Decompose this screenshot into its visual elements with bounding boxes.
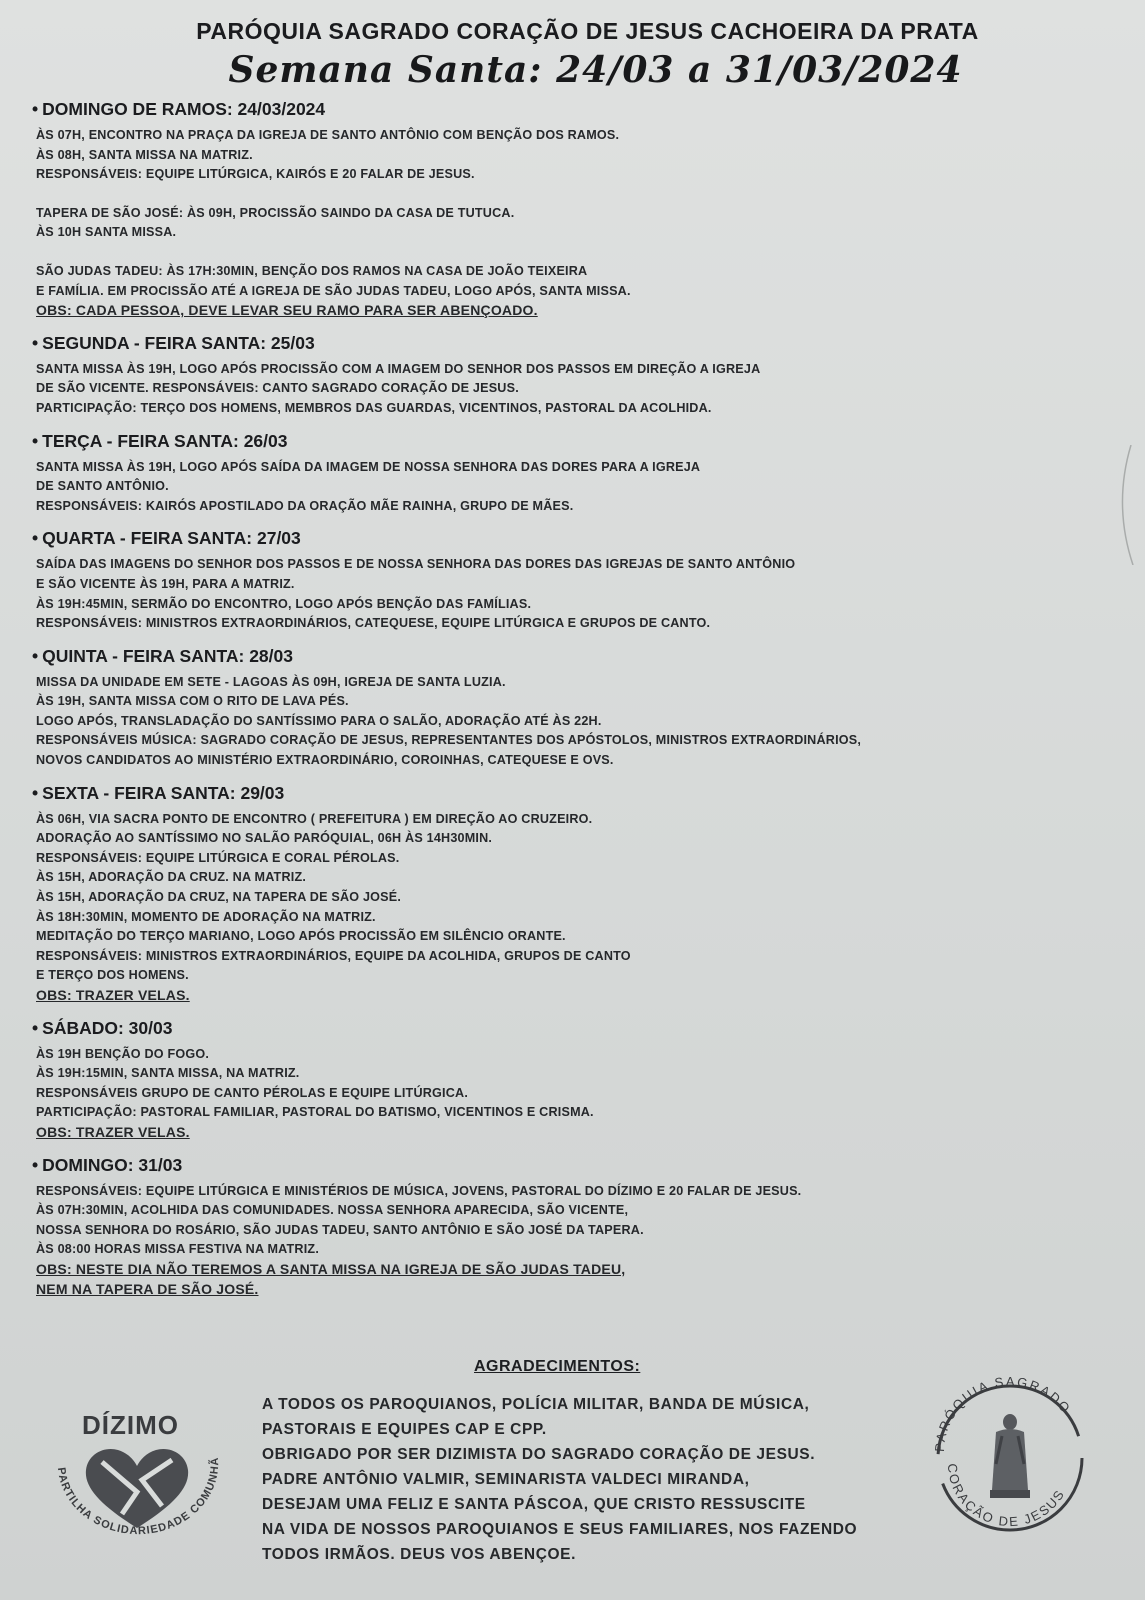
thanks-line: OBRIGADO POR SER DIZIMISTA DO SAGRADO CORAÇÃO DE JESUS. bbox=[262, 1446, 816, 1463]
thanks-line: TODOS IRMÃOS. DEUS VOS ABENÇOE. bbox=[262, 1546, 577, 1563]
schedule-line: RESPONSÁVEIS: EQUIPE LITÚRGICA E MINISTÉRIOS DE MÚSICA, JOVENS, PASTORAL DO DÍZIMO E 20 FALAR DE JESUS. bbox=[36, 1183, 802, 1198]
schedule-line: MISSA DA UNIDADE EM SETE - LAGOAS ÀS 09H, IGREJA DE SANTA LUZIA. bbox=[36, 674, 506, 689]
schedule-line: MEDITAÇÃO DO TERÇO MARIANO, LOGO APÓS PROCISSÃO EM SILÊNCIO ORANTE. bbox=[36, 929, 566, 944]
dizimo-word: DÍZIMO bbox=[82, 1410, 179, 1440]
schedule-line: DE SÃO VICENTE. RESPONSÁVEIS: CANTO SAGRADO CORAÇÃO DE JESUS. bbox=[36, 381, 519, 396]
schedule-line: RESPONSÁVEIS MÚSICA: SAGRADO CORAÇÃO DE JESUS, REPRESENTANTES DOS APÓSTOLOS, MINISTROS EXTRAORDINÁRIOS, bbox=[36, 733, 862, 748]
section-title: • SEGUNDA - FEIRA SANTA: 25/03 bbox=[32, 332, 315, 353]
schedule-line: NOSSA SENHORA DO ROSÁRIO, SÃO JUDAS TADEU, SANTO ANTÔNIO E SÃO JOSÉ DA TAPERA. bbox=[36, 1222, 644, 1237]
schedule-line: ÀS 19H:45MIN, SERMÃO DO ENCONTRO, LOGO APÓS BENÇÃO DAS FAMÍLIAS. bbox=[36, 596, 532, 611]
section-monday bbox=[32, 332, 1115, 419]
schedule-line: RESPONSÁVEIS: EQUIPE LITÚRGICA, KAIRÓS E 20 FALAR DE JESUS. bbox=[36, 167, 475, 182]
section-title: • SEXTA - FEIRA SANTA: 29/03 bbox=[32, 782, 285, 803]
seal-bottom-text: CORAÇÃO DE JESUS bbox=[944, 1462, 1068, 1530]
parish-seal bbox=[930, 1372, 1090, 1547]
schedule-line: ÀS 08:00 HORAS MISSA FESTIVA NA MATRIZ. bbox=[36, 1242, 320, 1257]
schedule-line: ÀS 19H:15MIN, SANTA MISSA, NA MATRIZ. bbox=[36, 1066, 300, 1081]
schedule-line: ÀS 07H:30MIN, ACOLHIDA DAS COMUNIDADES. NOSSA SENHORA APARECIDA, SÃO VICENTE, bbox=[36, 1203, 629, 1218]
thanks-line: PASTORAIS E EQUIPES CAP E CPP. bbox=[262, 1421, 547, 1438]
schedule-line: ÀS 15H, ADORAÇÃO DA CRUZ, NA TAPERA DE SÃO JOSÉ. bbox=[36, 890, 402, 905]
thanks-line: PADRE ANTÔNIO VALMIR, SEMINARISTA VALDECI MIRANDA, bbox=[262, 1471, 750, 1488]
parish-title: PARÓQUIA SAGRADO CORAÇÃO DE JESUS CACHOEIRA DA PRATA bbox=[196, 18, 979, 44]
schedule-line: LOGO APÓS, TRANSLADAÇÃO DO SANTÍSSIMO PARA O SALÃO, ADORAÇÃO ATÉ ÀS 22H. bbox=[36, 713, 602, 728]
paper-fold-mark bbox=[1111, 445, 1135, 565]
obs-note: OBS: TRAZER VELAS. bbox=[36, 1123, 190, 1140]
section-title: • QUINTA - FEIRA SANTA: 28/03 bbox=[32, 645, 293, 666]
thanks-line: DESEJAM UMA FELIZ E SANTA PÁSCOA, QUE CRISTO RESSUSCITE bbox=[262, 1496, 806, 1513]
schedule-line: RESPONSÁVEIS: MINISTROS EXTRAORDINÁRIOS, CATEQUESE, EQUIPE LITÚRGICA E GRUPOS DE CANTO. bbox=[36, 616, 711, 631]
seal-top-text: PARÓQUIA SAGRADO bbox=[931, 1373, 1075, 1453]
schedule-line: ÀS 15H, ADORAÇÃO DA CRUZ. NA MATRIZ. bbox=[36, 870, 307, 885]
parish-seal-icon bbox=[930, 1372, 1090, 1547]
thanks-line: NA VIDA DE NOSSOS PAROQUIANOS E SEUS FAMILIARES, NOS FAZENDO bbox=[262, 1521, 858, 1538]
section-title: • TERÇA - FEIRA SANTA: 26/03 bbox=[32, 430, 288, 451]
schedule-line: TAPERA DE SÃO JOSÉ: ÀS 09H, PROCISSÃO SAINDO DA CASA DE TUTUCA. bbox=[36, 205, 515, 220]
schedule-line: ÀS 10H SANTA MISSA. bbox=[36, 225, 177, 240]
schedule-line: DE SANTO ANTÔNIO. bbox=[36, 479, 169, 494]
obs-note: OBS: TRAZER VELAS. bbox=[36, 987, 190, 1003]
schedule-line: E FAMÍLIA. EM PROCISSÃO ATÉ A IGREJA DE SÃO JUDAS TADEU, LOGO APÓS, SANTA MISSA. bbox=[36, 283, 631, 298]
section-easter-sunday bbox=[32, 1154, 1115, 1300]
section-friday bbox=[32, 782, 1115, 1006]
schedule-line: ÀS 06H, VIA SACRA PONTO DE ENCONTRO ( PREFEITURA ) EM DIREÇÃO AO CRUZEIRO. bbox=[36, 811, 593, 826]
schedule-line: RESPONSÁVEIS: KAIRÓS APOSTILADO DA ORAÇÃO MÃE RAINHA, GRUPO DE MÃES. bbox=[36, 498, 574, 513]
thanks-message bbox=[262, 1392, 922, 1567]
schedule-line: RESPONSÁVEIS: MINISTROS EXTRAORDINÁRIOS, EQUIPE DA ACOLHIDA, GRUPOS DE CANTO bbox=[36, 948, 631, 963]
schedule-line: ÀS 19H, SANTA MISSA COM O RITO DE LAVA PÉS. bbox=[36, 694, 349, 709]
section-palm-sunday bbox=[32, 99, 1115, 321]
dizimo-logo bbox=[42, 1410, 232, 1560]
schedule-line: ÀS 19H BENÇÃO DO FOGO. bbox=[36, 1046, 210, 1061]
schedule-line: ADORAÇÃO AO SANTÍSSIMO NO SALÃO PARÓQUIAL, 06H ÀS 14H30MIN. bbox=[36, 831, 493, 846]
section-title: • DOMINGO DE RAMOS: 24/03/2024 bbox=[32, 99, 326, 119]
section-title: • SÁBADO: 30/03 bbox=[32, 1017, 173, 1038]
schedule-line: SANTA MISSA ÀS 19H, LOGO APÓS SAÍDA DA IMAGEM DE NOSSA SENHORA DAS DORES PARA A IGREJA bbox=[36, 459, 701, 474]
section-title: • DOMINGO: 31/03 bbox=[32, 1154, 183, 1175]
schedule-line: SANTA MISSA ÀS 19H, LOGO APÓS PROCISSÃO COM A IMAGEM DO SENHOR DOS PASSOS EM DIREÇÃO A IGREJA bbox=[36, 361, 761, 376]
section-tuesday bbox=[32, 430, 1115, 517]
thanks-title: AGRADECIMENTOS: bbox=[474, 1358, 641, 1375]
thanks-line: A TODOS OS PAROQUIANOS, POLÍCIA MILITAR, BANDA DE MÚSICA, bbox=[262, 1396, 810, 1413]
obs-note: OBS: CADA PESSOA, DEVE LEVAR SEU RAMO PARA SER ABENÇOADO. bbox=[36, 302, 538, 319]
schedule-line: ÀS 08H, SANTA MISSA NA MATRIZ. bbox=[36, 147, 253, 162]
schedule-line: RESPONSÁVEIS GRUPO DE CANTO PÉROLAS E EQUIPE LITÚRGICA. bbox=[36, 1085, 469, 1100]
holy-week-subtitle: Semana Santa: 24/03 a 31/03/2024 bbox=[228, 49, 963, 91]
schedule-line: NOVOS CANDIDATOS AO MINISTÉRIO EXTRAORDINÁRIO, COROINHAS, CATEQUESE E OVS. bbox=[36, 753, 614, 768]
schedule-line: RESPONSÁVEIS: EQUIPE LITÚRGICA E CORAL PÉROLAS. bbox=[36, 850, 400, 865]
schedule-line: SAÍDA DAS IMAGENS DO SENHOR DOS PASSOS E DE NOSSA SENHORA DAS DORES DAS IGREJAS DE SANTO ANTÔNIO bbox=[36, 557, 796, 572]
section-thursday bbox=[32, 645, 1115, 771]
section-saturday bbox=[32, 1017, 1115, 1143]
schedule-line: E SÃO VICENTE ÀS 19H, PARA A MATRIZ. bbox=[36, 576, 295, 591]
dizimo-arc-text: PARTILHA SOLIDARIEDADE COMUNHÃ bbox=[54, 1456, 222, 1538]
schedule-line: E TERÇO DOS HOMENS. bbox=[36, 968, 189, 983]
schedule-line: PARTICIPAÇÃO: TERÇO DOS HOMENS, MEMBROS DAS GUARDAS, VICENTINOS, PASTORAL DA ACOLHIDA. bbox=[36, 400, 712, 415]
schedule-line: ÀS 18H:30MIN, MOMENTO DE ADORAÇÃO NA MATRIZ. bbox=[36, 909, 376, 924]
schedule-line: ÀS 07H, ENCONTRO NA PRAÇA DA IGREJA DE SANTO ANTÔNIO COM BENÇÃO DOS RAMOS. bbox=[36, 128, 620, 142]
obs-note: NEM NA TAPERA DE SÃO JOSÉ. bbox=[36, 1280, 259, 1297]
obs-note: OBS: NESTE DIA NÃO TEREMOS A SANTA MISSA NA IGREJA DE SÃO JUDAS TADEU, bbox=[36, 1260, 626, 1277]
section-wednesday bbox=[32, 528, 1115, 633]
schedule-line: PARTICIPAÇÃO: PASTORAL FAMILIAR, PASTORAL DO BATISMO, VICENTINOS E CRISMA. bbox=[36, 1105, 594, 1120]
schedule-line: SÃO JUDAS TADEU: ÀS 17H:30MIN, BENÇÃO DOS RAMOS NA CASA DE JOÃO TEIXEIRA bbox=[36, 263, 588, 278]
section-title: • QUARTA - FEIRA SANTA: 27/03 bbox=[32, 528, 301, 549]
